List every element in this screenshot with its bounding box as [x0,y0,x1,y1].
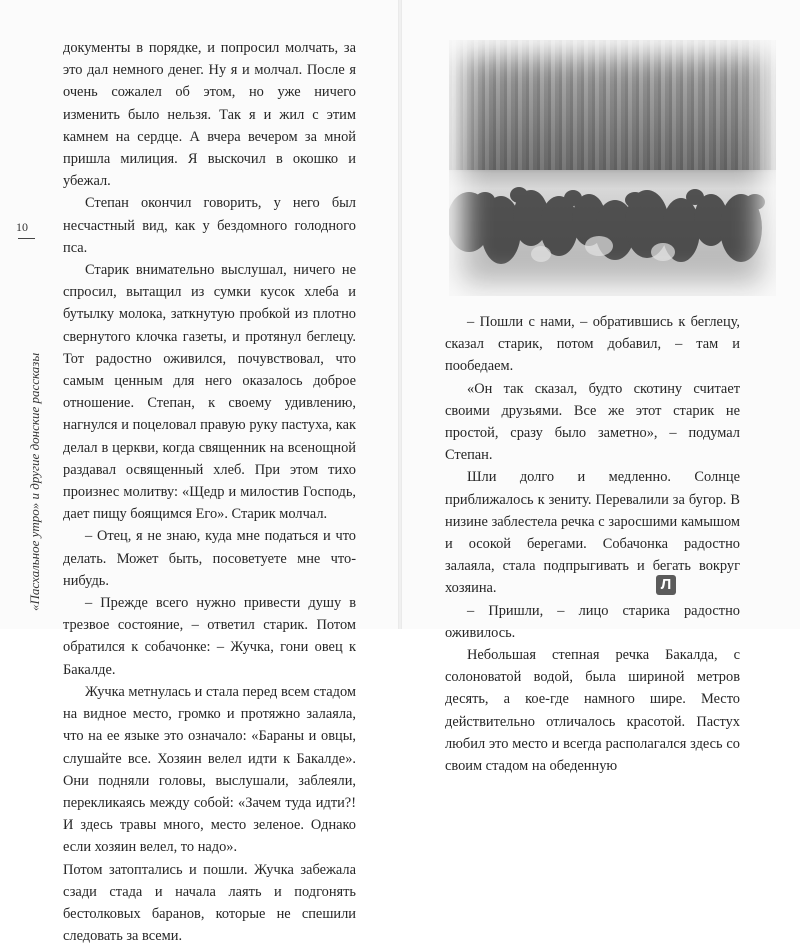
paragraph: – Отец, я не знаю, куда мне податься и что делать. Может быть, посоветуете мне что-нибудь. [63,528,356,589]
paragraph: Потом затоптались и пошли. Жучка забежала сзади стада и начала лаять и подгонять бестолковых баранов, которые не спешили следовать за всеми. [63,861,356,945]
running-head: «Пасхальное утро» и другие донские рассказы [27,352,42,611]
paragraph: Старик внимательно выслушал, ничего не спросил, вытащил из сумки кусок хлеба и бутылку молока, заткнутую пробкой из плотно свернутого клочка газеты, и протянул беглецу. Тот радостно оживился, почувствовал, что самым ценным для него оказалось доброе отношение. Степан, к своему удивлению, нагнулся и поцеловал правую руку пастуха, как делал в церкви, когда священник на всенощной раздавал освященный хлеб. При этом тихо произнес молитву: «Щедр и милостив Господь, дает пищу боящимся Его». Старик молчал. [63,262,356,523]
sheep-silhouettes [449,40,776,296]
paragraph: – Пришли, – лицо старика радостно оживилось. [445,602,740,641]
paragraph: – Прежде всего нужно привести душу в трезвое состояние, – ответил старик. Потом обратился к собачонке: – Жучка, гони овец к Бакалде. [63,595,356,678]
paragraph: Шли долго и медленно. Солнце приближалось к зениту. Перевалили за бугор. В низине заблестела речка с заросшими камышом и осокой берегами. Собачонка радостно залаяла, стала подпрыгивать и бегать вокруг хозяина. [445,469,740,597]
left-page-text [63,37,356,947]
right-page-text [445,311,740,777]
publisher-logo: Л [656,575,676,595]
paragraph: Небольшая степная речка Бакалда, с солоноватой водой, была шириной метров десять, а кое-где намного шире. Место действительно отличалось красотой. Пастух любил это место и всегда располагался здесь со своим стадом на обеденную [445,647,740,775]
paragraph: – Пошли с нами, – обратившись к беглецу, сказал старик, потом добавил, – там и пообедаем. [445,314,740,375]
paragraph: Степан окончил говорить, у него был несчастный вид, как у бездомного голодного пса. [63,195,356,256]
page-number: 10 [16,220,28,234]
paragraph: Жучка метнулась и стала перед всем стадом на видное место, громко и протяжно залаяла, что на ее языке это означало: «Бараны и овцы, слушайте все. Хозяин велел идти к Бакалде». Они подняли головы, выслушали, заблеяли, перекликаясь между собой: «Зачем туда идти?! И здесь травы много, место зеленое. Однако если хозяин велел, то надо». [63,683,356,856]
paragraph: «Он так сказал, будто скотину считает своими друзьями. Все же этот старик не простой, сразу было заметно», – подумал Степан. [445,380,740,464]
paragraph: документы в порядке, и попросил молчать, за это дал немного денег. Ну я и молчал. После я очень сожалел об этом, но уже ничего изменить было нельзя. Так я и жил с этим камнем на сердце. А вчера вечером за мной пришла милиция. Я выскочил в окошко и убежал. [63,40,356,190]
sheep-flock-photo [449,40,776,296]
running-head-rule [18,238,35,239]
